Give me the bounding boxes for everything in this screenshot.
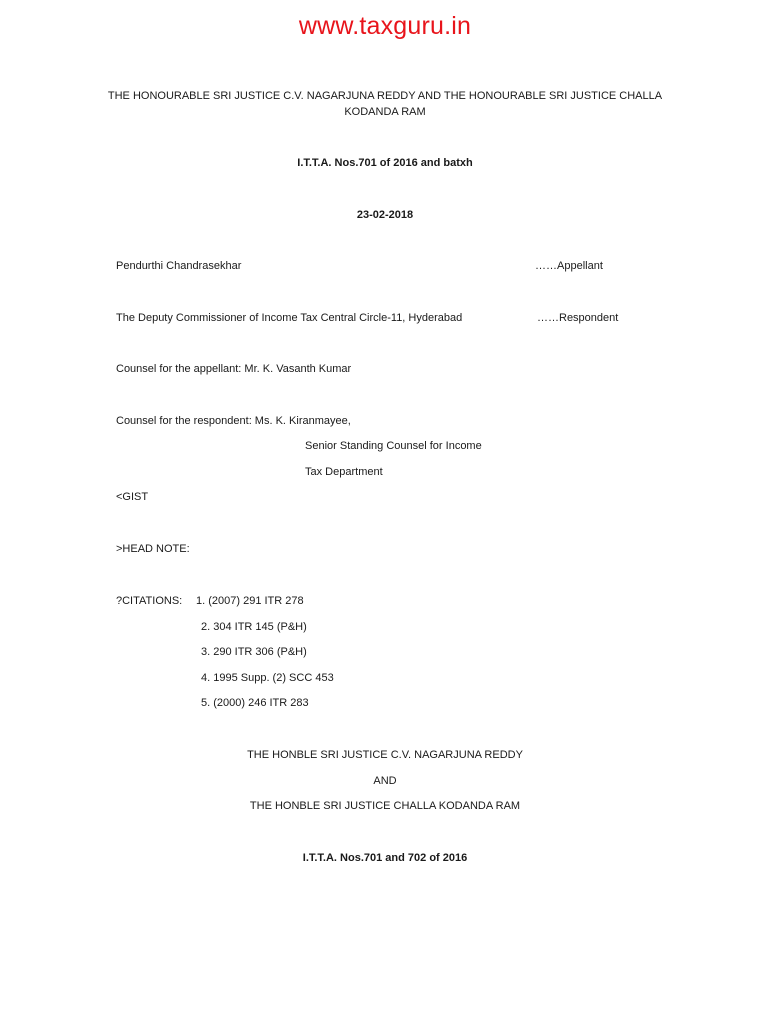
respondent-counsel: Counsel for the respondent: Ms. K. Kiranmayee, bbox=[116, 415, 351, 427]
citation-item-4: 4. 1995 Supp. (2) SCC 453 bbox=[201, 672, 334, 684]
respondent-role: ……Respondent bbox=[537, 312, 619, 324]
appellant-name: Pendurthi Chandrasekhar bbox=[116, 260, 242, 272]
appellant-role: ……Appellant bbox=[535, 260, 603, 272]
bench-line-2: AND bbox=[373, 775, 397, 787]
bench-line-3: THE HONBLE SRI JUSTICE CHALLA KODANDA RAM bbox=[249, 800, 521, 812]
citations-label: ?CITATIONS: bbox=[116, 595, 183, 607]
respondent-counsel-title-line-1: Senior Standing Counsel for Income bbox=[305, 440, 482, 452]
appellant-counsel: Counsel for the appellant: Mr. K. Vasanth Kumar bbox=[116, 363, 352, 375]
respondent-counsel-title-line-2: Tax Department bbox=[305, 466, 383, 478]
head-note-marker: >HEAD NOTE: bbox=[116, 543, 190, 555]
citation-item-5: 5. (2000) 246 ITR 283 bbox=[201, 697, 309, 709]
citation-item-3: 3. 290 ITR 306 (P&H) bbox=[201, 646, 307, 658]
gist-marker: <GIST bbox=[116, 491, 149, 503]
judges-heading-line-2: KODANDA RAM bbox=[344, 106, 426, 118]
respondent-name: The Deputy Commissioner of Income Tax Central Circle-11, Hyderabad bbox=[116, 312, 463, 324]
judgment-date: 23-02-2018 bbox=[356, 209, 414, 221]
bench-line-1: THE HONBLE SRI JUSTICE C.V. NAGARJUNA REDDY bbox=[247, 749, 523, 761]
citation-item-1: 1. (2007) 291 ITR 278 bbox=[196, 595, 304, 607]
judges-heading-line-1: THE HONOURABLE SRI JUSTICE C.V. NAGARJUNA REDDY AND THE HONOURABLE SRI JUSTICE CHALLA bbox=[107, 90, 663, 102]
citation-item-2: 2. 304 ITR 145 (P&H) bbox=[201, 621, 307, 633]
watermark-link[interactable]: www.taxguru.in bbox=[298, 12, 472, 40]
case-number: I.T.T.A. Nos.701 of 2016 and batxh bbox=[297, 157, 473, 169]
bench-case-number: I.T.T.A. Nos.701 and 702 of 2016 bbox=[302, 852, 468, 864]
